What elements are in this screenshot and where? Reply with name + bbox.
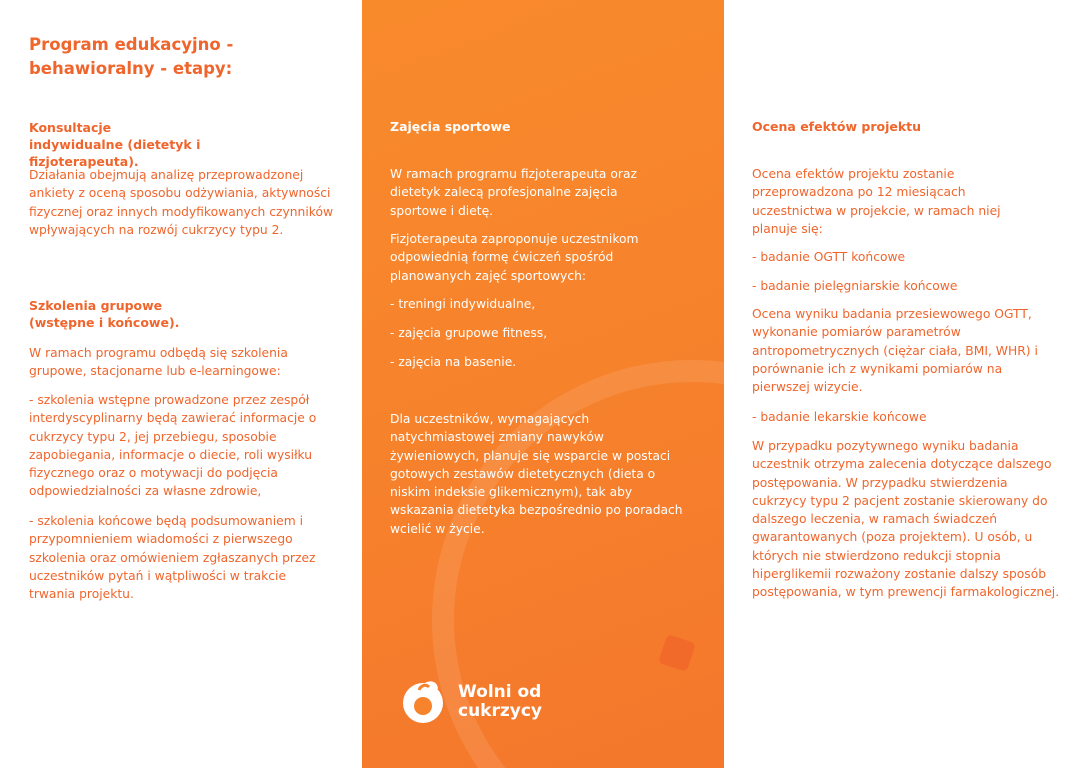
evaluation-heading: Ocena efektów projektu [752, 119, 922, 134]
evaluation-item-3-text: W przypadku pozytywnego wyniku badania uczestnik otrzyma zalecenia dotyczące dalszego postępowania. W przypadku stwierdzenia cukrzycy typu 2 pacjent zostanie skierowany do dalszego leczenia, w ramach świadczeń gwarantowanych (poza projektem). U osób, u których nie stwierdzono redukcji stopnia hiperglikemii rozważony zostanie dalszy sposób postępowania, w tym prewencji farmakologicznej. [752, 439, 1060, 600]
logo-text [458, 683, 542, 721]
middle-panel [362, 0, 724, 768]
group-training-item2: - szkolenia końcowe będą podsumowaniem i przypomnieniem wiadomości z pierwszego szkolenia oraz omówieniem zgłaszanych przez uczestników pytań i wątpliwości w trakcie trwania projektu. [29, 514, 316, 602]
right-panel [724, 0, 1086, 768]
logo-mark-icon [396, 675, 450, 729]
consultations-text-block [29, 166, 334, 239]
sport-paragraph-1: W ramach programu fizjoterapeuta oraz dietetyk zalecą profesjonalne zajęcia sportowe i dietę. [390, 167, 637, 218]
logo-line-1: Wolni od [458, 682, 542, 702]
eval-item3-text-block [752, 437, 1062, 602]
logo [396, 675, 542, 729]
eval-item3-block [752, 408, 1052, 426]
sport-heading-block [390, 118, 690, 135]
evaluation-item-3: - badanie lekarskie końcowe [752, 410, 927, 424]
sport-item2-block [390, 324, 670, 342]
sport-heading: Zajęcia sportowe [390, 119, 511, 134]
eval-heading-block [752, 118, 1052, 135]
eval-item2-block [752, 277, 1052, 295]
sport-item-2: - zajęcia grupowe fitness, [390, 326, 548, 340]
sport-item3-block [390, 353, 670, 371]
sport-item-3: - zajęcia na basenie. [390, 355, 517, 369]
consultations-text: Działania obejmują analizę przeprowadzonej ankiety z oceną sposobu odżywiania, aktywności fizycznej oraz innych modyfikowanych czynników wpływających na rozwój cukrzycy typu 2. [29, 168, 334, 237]
sport-item1-block [390, 295, 670, 313]
consultations-heading: Konsultacje indywidualne (dietetyk i fizjoterapeuta). [29, 120, 201, 169]
group-training-item2-block [29, 512, 324, 603]
left-panel [0, 0, 362, 768]
evaluation-item-2: - badanie pielęgniarskie końcowe [752, 279, 958, 293]
evaluation-item-1: - badanie OGTT końcowe [752, 250, 906, 264]
logo-line-2: cukrzycy [458, 701, 543, 721]
eval-item1-block [752, 248, 1052, 266]
section-group-training [29, 297, 189, 331]
sport-p2-block [390, 230, 670, 285]
eval-item2-text-block [752, 305, 1057, 396]
group-training-item1-block [29, 391, 334, 501]
sport-paragraph-2: Fizjoterapeuta zaproponuje uczestnikom odpowiednią formę ćwiczeń spośród planowanych zajęć sportowych: [390, 232, 639, 283]
sport-p3-block [390, 410, 690, 538]
group-training-intro: W ramach programu odbędą się szkolenia grupowe, stacjonarne lub e-learningowe: [29, 346, 288, 379]
sport-item-1: - treningi indywidualne, [390, 297, 536, 311]
group-training-item1: - szkolenia wstępne prowadzone przez zespół interdyscyplinarny będą zawierać informacje o cukrzycy typu 2, jej przebiegu, sposobie zapobiegania, informacje o diecie, roli wysiłku fizycznego oraz o motywacji do podjęcia odpowiedzialności za własne zdrowie, [29, 393, 317, 499]
evaluation-item-2-text: Ocena wyniku badania przesiewowego OGTT, wykonanie pomiarów parametrów antropometrycznych (ciężar ciała, BMI, WHR) i porównanie ich z wynikami pomiarów na pierwszej wizycie. [752, 307, 1038, 395]
sport-p1-block [390, 165, 670, 220]
sport-paragraph-3: Dla uczestników, wymagających natychmiastowej zmiany nawyków żywieniowych, planuje się wsparcie w postaci gotowych zestawów dietetycznych (dieta o niskim indeksie glikemicznym), tak aby wskazania dietetyka bezpośrednio po poradach wcielić w życie. [390, 412, 683, 536]
section-consultations [29, 119, 209, 170]
group-training-intro-block [29, 344, 319, 381]
evaluation-intro: Ocena efektów projektu zostanie przeprowadzona po 12 miesiącach uczestnictwa w projekcie, w ramach niej planuje się: [752, 167, 1001, 236]
eval-intro-block [752, 165, 1032, 238]
page-title: Program edukacyjno - behawioralny - etapy: [29, 35, 234, 78]
group-training-heading: Szkolenia grupowe (wstępne i końcowe). [29, 298, 180, 330]
